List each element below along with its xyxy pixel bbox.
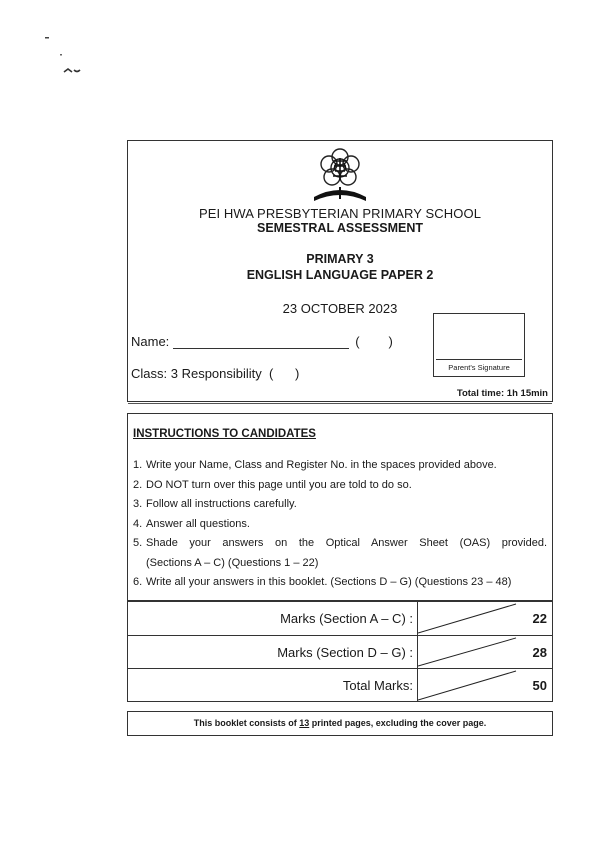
instructions-title: INSTRUCTIONS TO CANDIDATES: [133, 428, 316, 440]
instruction-text-block: [146, 534, 547, 573]
marks-label: Marks (Section A – C) :: [128, 602, 418, 635]
header-divider: [128, 403, 552, 404]
instruction-subtext: (Sections A – C) (Questions 1 – 22): [146, 556, 319, 569]
instruction-text: Answer all questions.: [146, 517, 250, 530]
instruction-number: 2.: [133, 478, 143, 491]
instruction-number: 4.: [133, 517, 143, 530]
instruction-item: [133, 573, 547, 593]
instruction-number: 1.: [133, 459, 143, 471]
cover-header-box: [127, 140, 553, 402]
instruction-number: 5.: [133, 537, 143, 549]
instruction-item: [133, 534, 547, 573]
marks-label: Marks (Section D – G) :: [128, 636, 418, 668]
marks-score-cell[interactable]: [418, 602, 552, 635]
instruction-text: Shade your answers on the Optical Answer Sheet (OAS) provided.: [146, 537, 547, 549]
instruction-number: 6.: [133, 576, 143, 588]
school-name: PEI HWA PRESBYTERIAN PRIMARY SCHOOL: [198, 206, 482, 221]
scan-specks: [40, 32, 100, 82]
exam-date: 23 OCTOBER 2023: [282, 301, 398, 316]
marks-row-sections-d-g: [128, 635, 552, 668]
marks-table: [127, 601, 553, 702]
instruction-item: [133, 456, 547, 476]
class-field[interactable]: Class: 3 Responsibility ( ): [131, 366, 300, 381]
marks-score-cell[interactable]: [418, 669, 552, 702]
marks-row-total: [128, 668, 552, 702]
instruction-text: Follow all instructions carefully.: [146, 498, 297, 510]
assessment-title: SEMESTRAL ASSESSMENT: [257, 221, 423, 235]
level-title: PRIMARY 3: [306, 252, 374, 266]
name-field[interactable]: [173, 336, 349, 349]
register-number-field[interactable]: ( ): [355, 334, 393, 349]
parent-signature-box[interactable]: [433, 313, 525, 377]
school-crest-logo: [310, 147, 370, 209]
name-row: [131, 334, 393, 349]
paper-title: ENGLISH LANGUAGE PAPER 2: [246, 268, 434, 282]
marks-row-sections-a-c: [128, 602, 552, 635]
booklet-note-prefix: This booklet consists of: [193, 718, 300, 728]
marks-total: 22: [532, 611, 547, 626]
instruction-text: DO NOT turn over this page until you are told to do so.: [146, 478, 412, 491]
marks-total: 28: [532, 645, 547, 660]
instruction-item: [133, 515, 547, 535]
marks-total: 50: [532, 678, 547, 693]
instruction-number: 3.: [133, 498, 143, 510]
marks-label: Total Marks:: [128, 669, 418, 702]
instruction-item: [133, 476, 547, 496]
instruction-item: [133, 495, 547, 515]
page-count: 13: [299, 718, 310, 728]
instruction-text: Write all your answers in this booklet. (Sections D – G) (Questions 23 – 48): [146, 576, 512, 588]
parent-signature-label: Parent's Signature: [436, 359, 522, 372]
instruction-text: Write your Name, Class and Register No. in the spaces provided above.: [146, 459, 497, 471]
total-time: Total time: 1h 15min: [456, 388, 548, 399]
instructions-box: [127, 413, 553, 601]
booklet-note: [127, 711, 553, 736]
name-label: Name:: [131, 334, 170, 349]
booklet-note-suffix: printed pages, excluding the cover page.: [309, 718, 487, 728]
instructions-list: [133, 456, 547, 593]
marks-score-cell[interactable]: [418, 636, 552, 668]
